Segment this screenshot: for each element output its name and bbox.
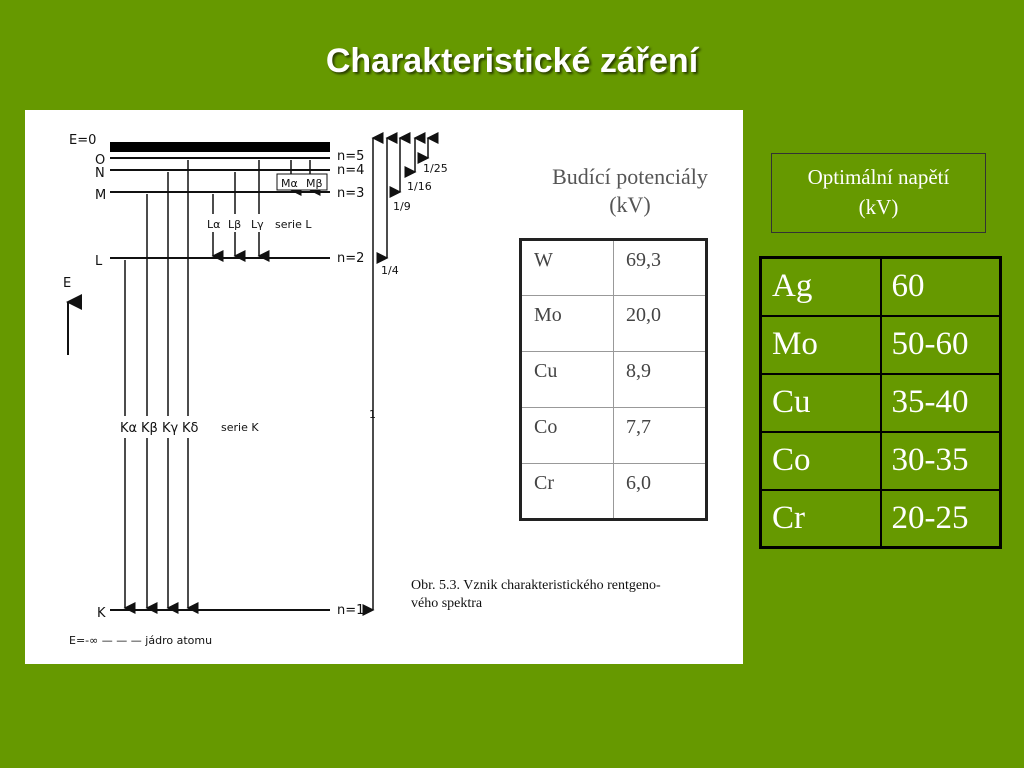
nucleus-label: E=-∞ — — — jádro atomu (69, 634, 213, 647)
element-cell: Cr (521, 464, 614, 520)
table-row (521, 408, 707, 464)
value-cell: 7,7 (614, 408, 707, 464)
k-series-label: serie K (221, 421, 259, 434)
element-cell: Mo (521, 296, 614, 352)
excitation-potentials-title (515, 163, 745, 219)
table-row (761, 432, 1001, 490)
value-cell: 20-25 (881, 490, 1001, 548)
element-cell: Mo (761, 316, 881, 374)
k-alpha-label: Kα (120, 421, 138, 436)
m-beta-label: Mβ (306, 177, 323, 190)
table-row (761, 316, 1001, 374)
label-n: N (95, 166, 105, 181)
optimal-voltage-title-line-1: Optimální napětí (807, 165, 950, 189)
caption-line-2: vého spektra (411, 596, 483, 611)
element-cell: Cu (761, 374, 881, 432)
element-cell: Cu (521, 352, 614, 408)
figure-caption (411, 577, 741, 613)
value-cell: 50-60 (881, 316, 1001, 374)
k-gamma-label: Kγ (162, 421, 179, 436)
label-n4: n=4 (337, 163, 365, 178)
value-cell: 6,0 (614, 464, 707, 520)
label-o: O (95, 153, 106, 168)
table-row (521, 352, 707, 408)
fraction-1-16: 1/16 (407, 180, 432, 193)
k-beta-label: Kβ (141, 421, 158, 436)
value-cell: 20,0 (614, 296, 707, 352)
label-n1: n=1 (337, 603, 365, 618)
k-delta-label: Kδ (182, 421, 199, 436)
l-series-label: serie L (275, 218, 312, 231)
fraction-1: 1 (369, 408, 376, 421)
optimal-voltage-table (759, 256, 1002, 549)
element-cell: Cr (761, 490, 881, 548)
value-cell: 35-40 (881, 374, 1001, 432)
element-cell: Ag (761, 258, 881, 316)
table-row (521, 464, 707, 520)
energy-level-figure (25, 110, 743, 664)
value-cell: 60 (881, 258, 1001, 316)
optimal-voltage-title (771, 153, 986, 233)
m-alpha-label: Mα (281, 177, 298, 190)
fraction-1-25: 1/25 (423, 162, 448, 175)
excitation-potentials-title-line-2: (kV) (609, 192, 651, 217)
energy-axis-label: E (63, 276, 72, 291)
table-row (521, 296, 707, 352)
excitation-potentials-table (519, 238, 708, 521)
table-row (521, 240, 707, 296)
value-cell: 30-35 (881, 432, 1001, 490)
l-alpha-label: Lα (207, 218, 221, 231)
optimal-voltage-title-line-2: (kV) (858, 195, 899, 219)
label-n5: n=5 (337, 149, 365, 164)
table-row (761, 258, 1001, 316)
element-cell: W (521, 240, 614, 296)
label-n3: n=3 (337, 186, 365, 201)
label-n2: n=2 (337, 251, 365, 266)
l-beta-label: Lβ (228, 218, 242, 231)
label-m: M (95, 188, 107, 203)
caption-line-1: Obr. 5.3. Vznik charakteristického rentgeno- (411, 578, 661, 593)
element-cell: Co (761, 432, 881, 490)
value-cell: 69,3 (614, 240, 707, 296)
value-cell: 8,9 (614, 352, 707, 408)
table-row (761, 490, 1001, 548)
slide-title: Charakteristické záření (325, 42, 699, 80)
fraction-1-4: 1/4 (381, 264, 399, 277)
table-row (761, 374, 1001, 432)
label-k: K (97, 606, 106, 621)
fraction-1-9: 1/9 (393, 200, 411, 213)
label-e0: E=0 (69, 133, 97, 148)
label-l: L (95, 254, 103, 269)
element-cell: Co (521, 408, 614, 464)
l-gamma-label: Lγ (251, 218, 264, 231)
level-e0-band (110, 142, 330, 152)
excitation-potentials-title-line-1: Budící potenciály (552, 164, 708, 189)
